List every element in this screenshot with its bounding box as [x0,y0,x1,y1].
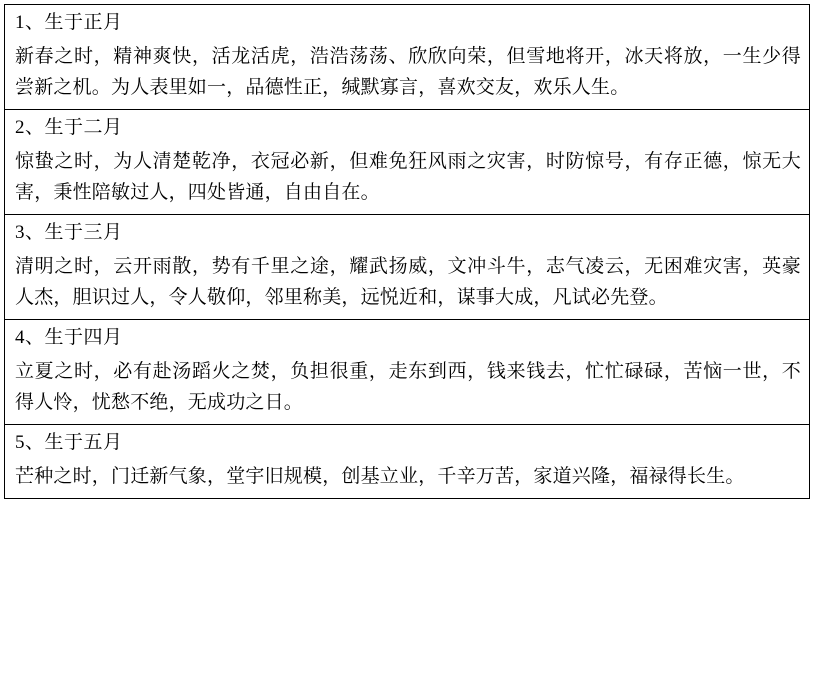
section-body: 立夏之时，必有赴汤蹈火之焚，负担很重，走东到西，钱来钱去，忙忙碌碌，苦恼一世，不得人怜，忧愁不绝，无成功之日。 [15,361,801,413]
section-title: 2、生于二月 [15,117,123,138]
table-row [5,320,809,425]
document-page [0,4,814,675]
table-row [5,425,809,498]
table-row [5,215,809,320]
section-title: 4、生于四月 [15,327,123,348]
section-body: 芒种之时，门迁新气象，堂宇旧规模，创基立业，千辛万苦，家道兴隆，福禄得长生。 [15,466,745,487]
table-row [5,110,809,215]
section-title: 3、生于三月 [15,222,123,243]
section-body: 惊蛰之时，为人清楚乾净，衣冠必新，但难免狂风雨之灾害，时防惊号，有存正德，惊无大害，秉性陪敏过人，四处皆通，自由自在。 [15,151,801,203]
table-row [5,5,809,110]
months-table [4,4,810,499]
section-title: 5、生于五月 [15,432,123,453]
section-body: 清明之时，云开雨散，势有千里之途，耀武扬威，文冲斗牛，志气凌云，无困难灾害，英豪人杰，胆识过人，令人敬仰，邻里称美，远悦近和，谋事大成，凡试必先登。 [15,256,801,308]
section-title: 1、生于正月 [15,12,123,33]
section-body: 新春之时，精神爽快，活龙活虎，浩浩荡荡、欣欣向荣，但雪地将开，冰天将放，一生少得尝新之机。为人表里如一，品德性正，缄默寡言，喜欢交友，欢乐人生。 [15,46,801,98]
